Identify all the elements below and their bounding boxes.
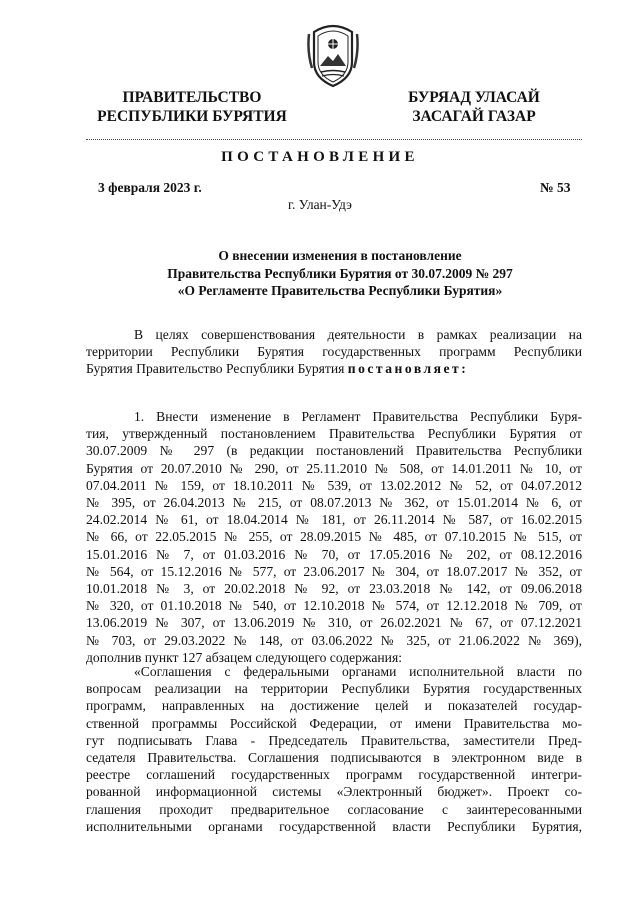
header-right-line2: ЗАСАГАЙ ГАЗАР bbox=[412, 108, 536, 125]
text-line: В целях совершенствования деятельности в рамках реализации на bbox=[134, 327, 582, 342]
text-line: Бурятия от 20.07.2010 № 290, от 25.11.2010 № 508, от 14.01.2011 № 10, от bbox=[86, 460, 582, 476]
text-line: № 564, от 15.12.2016 № 577, от 23.06.2017 № 304, от 18.07.2017 № 352, от bbox=[86, 563, 582, 579]
subject-line: «О Регламенте Правительства Республики Бурятия» bbox=[177, 283, 503, 298]
document-title: ПОСТАНОВЛЕНИЕ bbox=[221, 149, 419, 165]
text-line: № 703, от 29.03.2022 № 148, от 03.06.2022 № 325, от 21.06.2022 № 369), bbox=[86, 632, 582, 648]
text-line: тия, утвержденный постановлением Правительства Республики Бурятия от bbox=[86, 426, 582, 442]
text-line: 1. Внести изменение в Регламент Правительства Республики Буря- bbox=[134, 409, 582, 424]
subject-line: О внесении изменения в постановление bbox=[218, 248, 462, 263]
text-line: гут подписывать Глава - Председатель Правительства, заместители Пред- bbox=[86, 732, 582, 748]
text-line: седателя Правительства. Соглашения подписываются в электронном виде в bbox=[86, 750, 582, 766]
text-line-prefix: Бурятия Правительство Республики Бурятия bbox=[86, 361, 348, 377]
header-divider bbox=[86, 139, 582, 140]
text-line: № 395, от 26.04.2013 № 215, от 08.07.2013 № 362, от 15.01.2014 № 6, от bbox=[86, 495, 582, 511]
text-line: № 320, от 01.10.2018 № 540, от 12.10.2018 № 574, от 12.12.2018 № 709, от bbox=[86, 598, 582, 614]
coat-of-arms-emblem bbox=[306, 22, 360, 88]
text-line: дополнив пункт 127 абзацем следующего содержания: bbox=[86, 649, 402, 665]
text-line: 15.01.2016 № 7, от 01.03.2016 № 70, от 17.05.2016 № 202, от 08.12.2016 bbox=[86, 546, 582, 562]
text-line: территории Республики Бурятия государственных программ Республики bbox=[86, 344, 582, 360]
document-subject bbox=[100, 247, 580, 300]
text-line: 30.07.2009 № 297 (в редакции постановлений Правительства Республики bbox=[86, 443, 582, 459]
document-city: г. Улан-Удэ bbox=[288, 197, 352, 212]
text-line: 10.01.2018 № 3, от 20.02.2018 № 92, от 23.03.2018 № 142, от 09.06.2018 bbox=[86, 581, 582, 597]
text-line bbox=[86, 360, 582, 377]
text-line: глашения проходит предварительное согласование с заинтересованными bbox=[86, 801, 582, 817]
text-line: реестре соглашений государственных программ государственной интегри- bbox=[86, 767, 582, 783]
text-line: программ, направленных на достижение целей и показателей государ- bbox=[86, 698, 582, 714]
text-line: «Соглашения с федеральными органами исполнительной власти по bbox=[134, 664, 582, 679]
text-line: № 66, от 22.05.2015 № 255, от 28.09.2015 № 485, от 07.10.2015 № 515, от bbox=[86, 529, 582, 545]
document-date: 3 февраля 2023 г. bbox=[98, 180, 202, 195]
header-government-bua bbox=[396, 88, 552, 126]
text-line: 13.06.2019 № 307, от 13.06.2019 № 310, от 26.02.2021 № 67, от 07.12.2021 bbox=[86, 615, 582, 631]
header-left-line1: ПРАВИТЕЛЬСТВО bbox=[122, 89, 262, 106]
header-right-line1: БУРЯАД УЛАСАЙ bbox=[408, 89, 540, 106]
text-line: исполнительными органами государственной власти Республики Бурятия, bbox=[86, 818, 582, 834]
subject-line: Правительства Республики Бурятия от 30.07.2009 № 297 bbox=[167, 265, 513, 281]
text-line: 24.02.2014 № 61, от 18.04.2014 № 181, от 26.11.2014 № 587, от 16.02.2015 bbox=[86, 512, 582, 528]
header-government-ru bbox=[86, 88, 298, 126]
text-line: 07.04.2011 № 159, от 18.10.2011 № 539, от 13.02.2012 № 52, от 04.07.2012 bbox=[86, 477, 582, 493]
document-number: № 53 bbox=[540, 180, 571, 195]
text-line: вопросам реализации на территории Республики Бурятия государственных bbox=[86, 681, 582, 697]
paragraph-preamble bbox=[86, 326, 582, 378]
paragraph-quoted-amendment bbox=[86, 663, 582, 835]
header-left-line2: РЕСПУБЛИКИ БУРЯТИЯ bbox=[97, 108, 287, 125]
paragraph-item-1 bbox=[86, 408, 582, 666]
resolves-keyword: постановляет: bbox=[347, 361, 469, 377]
text-line: ственной программы Российской Федерации, от имени Правительства мо- bbox=[86, 715, 582, 731]
text-line: рованной информационной системы «Электронный бюджет». Проект со- bbox=[86, 784, 582, 800]
